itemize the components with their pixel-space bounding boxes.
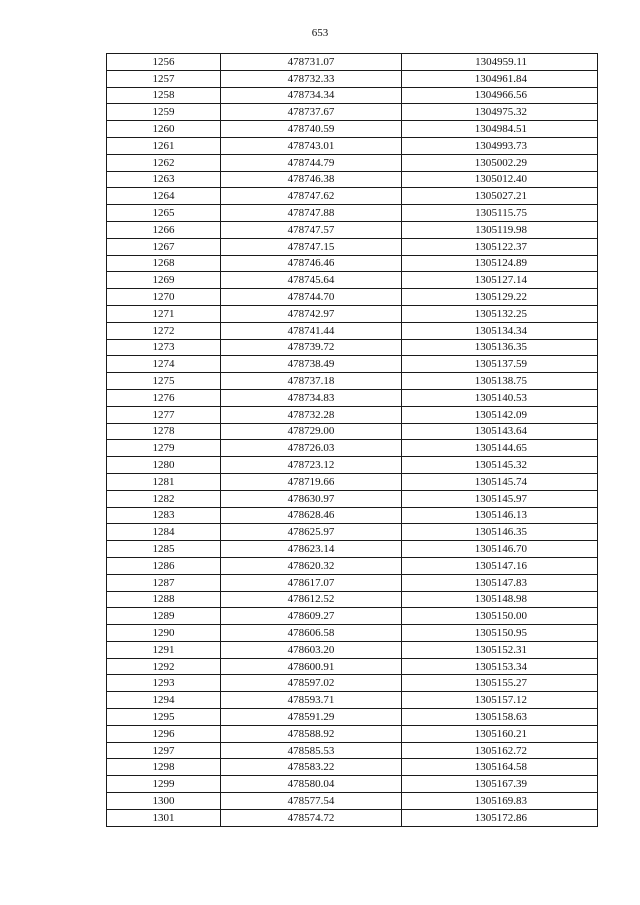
table-row [107,406,598,423]
x-coordinate-cell: 478742.97 [221,305,402,322]
x-coordinate-cell: 478612.52 [221,591,402,608]
x-coordinate-cell: 478726.03 [221,440,402,457]
point-number-cell: 1291 [107,641,221,658]
point-number-cell: 1289 [107,608,221,625]
table-row [107,389,598,406]
point-number-cell: 1281 [107,473,221,490]
y-coordinate-cell: 1305129.22 [402,289,598,306]
table-row [107,137,598,154]
point-number-cell: 1294 [107,692,221,709]
point-number-cell: 1268 [107,255,221,272]
table-row [107,591,598,608]
x-coordinate-cell: 478747.62 [221,188,402,205]
y-coordinate-cell: 1304975.32 [402,104,598,121]
y-coordinate-cell: 1305164.58 [402,759,598,776]
x-coordinate-cell: 478747.88 [221,205,402,222]
y-coordinate-cell: 1305002.29 [402,154,598,171]
y-coordinate-cell: 1305136.35 [402,339,598,356]
point-number-cell: 1292 [107,658,221,675]
x-coordinate-cell: 478744.70 [221,289,402,306]
point-number-cell: 1279 [107,440,221,457]
y-coordinate-cell: 1305027.21 [402,188,598,205]
y-coordinate-cell: 1305138.75 [402,373,598,390]
table-row [107,742,598,759]
table-row [107,121,598,138]
point-number-cell: 1283 [107,507,221,524]
x-coordinate-cell: 478628.46 [221,507,402,524]
table-row [107,641,598,658]
table-row [107,423,598,440]
table-row [107,70,598,87]
point-number-cell: 1262 [107,154,221,171]
y-coordinate-cell: 1305148.98 [402,591,598,608]
table-row [107,154,598,171]
x-coordinate-cell: 478747.57 [221,221,402,238]
point-number-cell: 1286 [107,557,221,574]
y-coordinate-cell: 1305157.12 [402,692,598,709]
table-row [107,238,598,255]
point-number-cell: 1276 [107,389,221,406]
x-coordinate-cell: 478600.91 [221,658,402,675]
point-number-cell: 1272 [107,322,221,339]
point-number-cell: 1293 [107,675,221,692]
y-coordinate-cell: 1305153.34 [402,658,598,675]
table-row [107,776,598,793]
table-row [107,457,598,474]
table-row [107,356,598,373]
x-coordinate-cell: 478591.29 [221,709,402,726]
y-coordinate-cell: 1305132.25 [402,305,598,322]
x-coordinate-cell: 478625.97 [221,524,402,541]
point-number-cell: 1260 [107,121,221,138]
point-number-cell: 1263 [107,171,221,188]
x-coordinate-cell: 478597.02 [221,675,402,692]
point-number-cell: 1257 [107,70,221,87]
point-number-cell: 1269 [107,272,221,289]
x-coordinate-cell: 478746.46 [221,255,402,272]
point-number-cell: 1266 [107,221,221,238]
y-coordinate-cell: 1304959.11 [402,54,598,71]
point-number-cell: 1296 [107,725,221,742]
y-coordinate-cell: 1305146.70 [402,541,598,558]
table-row [107,658,598,675]
y-coordinate-cell: 1305160.21 [402,725,598,742]
point-number-cell: 1282 [107,490,221,507]
point-number-cell: 1280 [107,457,221,474]
point-number-cell: 1277 [107,406,221,423]
x-coordinate-cell: 478746.38 [221,171,402,188]
point-number-cell: 1273 [107,339,221,356]
y-coordinate-cell: 1305144.65 [402,440,598,457]
table-row [107,759,598,776]
point-number-cell: 1264 [107,188,221,205]
point-number-cell: 1278 [107,423,221,440]
x-coordinate-cell: 478747.15 [221,238,402,255]
x-coordinate-cell: 478588.92 [221,725,402,742]
x-coordinate-cell: 478630.97 [221,490,402,507]
x-coordinate-cell: 478593.71 [221,692,402,709]
y-coordinate-cell: 1305167.39 [402,776,598,793]
y-coordinate-cell: 1305134.34 [402,322,598,339]
y-coordinate-cell: 1305147.83 [402,574,598,591]
y-coordinate-cell: 1304984.51 [402,121,598,138]
x-coordinate-cell: 478744.79 [221,154,402,171]
x-coordinate-cell: 478623.14 [221,541,402,558]
point-number-cell: 1275 [107,373,221,390]
y-coordinate-cell: 1305155.27 [402,675,598,692]
point-number-cell: 1290 [107,625,221,642]
page-number: 653 [311,27,329,39]
y-coordinate-cell: 1304993.73 [402,137,598,154]
x-coordinate-cell: 478740.59 [221,121,402,138]
x-coordinate-cell: 478585.53 [221,742,402,759]
table-row [107,339,598,356]
point-number-cell: 1284 [107,524,221,541]
x-coordinate-cell: 478617.07 [221,574,402,591]
y-coordinate-cell: 1304961.84 [402,70,598,87]
table-row [107,793,598,810]
table-row [107,373,598,390]
table-row [107,809,598,826]
point-number-cell: 1298 [107,759,221,776]
y-coordinate-cell: 1305137.59 [402,356,598,373]
y-coordinate-cell: 1305012.40 [402,171,598,188]
x-coordinate-cell: 478731.07 [221,54,402,71]
coordinates-table-body [107,54,598,827]
table-row [107,221,598,238]
point-number-cell: 1295 [107,709,221,726]
point-number-cell: 1258 [107,87,221,104]
x-coordinate-cell: 478738.49 [221,356,402,373]
y-coordinate-cell: 1305152.31 [402,641,598,658]
y-coordinate-cell: 1305169.83 [402,793,598,810]
point-number-cell: 1285 [107,541,221,558]
x-coordinate-cell: 478743.01 [221,137,402,154]
y-coordinate-cell: 1305142.09 [402,406,598,423]
y-coordinate-cell: 1305143.64 [402,423,598,440]
table-row [107,440,598,457]
y-coordinate-cell: 1305124.89 [402,255,598,272]
y-coordinate-cell: 1305140.53 [402,389,598,406]
x-coordinate-cell: 478583.22 [221,759,402,776]
table-row [107,541,598,558]
table-row [107,473,598,490]
y-coordinate-cell: 1305172.86 [402,809,598,826]
x-coordinate-cell: 478609.27 [221,608,402,625]
x-coordinate-cell: 478574.72 [221,809,402,826]
table-row [107,188,598,205]
y-coordinate-cell: 1305146.35 [402,524,598,541]
table-row [107,557,598,574]
point-number-cell: 1270 [107,289,221,306]
x-coordinate-cell: 478723.12 [221,457,402,474]
x-coordinate-cell: 478739.72 [221,339,402,356]
table-row [107,574,598,591]
point-number-cell: 1288 [107,591,221,608]
table-row [107,289,598,306]
x-coordinate-cell: 478741.44 [221,322,402,339]
x-coordinate-cell: 478732.28 [221,406,402,423]
table-row [107,490,598,507]
x-coordinate-cell: 478737.18 [221,373,402,390]
point-number-cell: 1267 [107,238,221,255]
x-coordinate-cell: 478606.58 [221,625,402,642]
x-coordinate-cell: 478737.67 [221,104,402,121]
y-coordinate-cell: 1305127.14 [402,272,598,289]
table-row [107,255,598,272]
y-coordinate-cell: 1304966.56 [402,87,598,104]
x-coordinate-cell: 478745.64 [221,272,402,289]
table-row [107,692,598,709]
y-coordinate-cell: 1305147.16 [402,557,598,574]
y-coordinate-cell: 1305145.97 [402,490,598,507]
table-row [107,675,598,692]
y-coordinate-cell: 1305146.13 [402,507,598,524]
point-number-cell: 1271 [107,305,221,322]
table-row [107,87,598,104]
coordinates-table [106,53,598,827]
point-number-cell: 1297 [107,742,221,759]
x-coordinate-cell: 478603.20 [221,641,402,658]
table-row [107,104,598,121]
y-coordinate-cell: 1305150.00 [402,608,598,625]
table-row [107,272,598,289]
table-row [107,625,598,642]
y-coordinate-cell: 1305150.95 [402,625,598,642]
y-coordinate-cell: 1305145.32 [402,457,598,474]
table-row [107,205,598,222]
point-number-cell: 1256 [107,54,221,71]
table-row [107,608,598,625]
table-row [107,507,598,524]
table-row [107,322,598,339]
table-row [107,54,598,71]
point-number-cell: 1274 [107,356,221,373]
point-number-cell: 1259 [107,104,221,121]
x-coordinate-cell: 478719.66 [221,473,402,490]
y-coordinate-cell: 1305162.72 [402,742,598,759]
point-number-cell: 1265 [107,205,221,222]
table-row [107,709,598,726]
table-row [107,171,598,188]
y-coordinate-cell: 1305122.37 [402,238,598,255]
x-coordinate-cell: 478620.32 [221,557,402,574]
point-number-cell: 1300 [107,793,221,810]
table-row [107,524,598,541]
table-row [107,305,598,322]
x-coordinate-cell: 478734.83 [221,389,402,406]
x-coordinate-cell: 478732.33 [221,70,402,87]
y-coordinate-cell: 1305119.98 [402,221,598,238]
point-number-cell: 1299 [107,776,221,793]
table-row [107,725,598,742]
x-coordinate-cell: 478580.04 [221,776,402,793]
y-coordinate-cell: 1305145.74 [402,473,598,490]
x-coordinate-cell: 478734.34 [221,87,402,104]
y-coordinate-cell: 1305158.63 [402,709,598,726]
x-coordinate-cell: 478577.54 [221,793,402,810]
point-number-cell: 1287 [107,574,221,591]
x-coordinate-cell: 478729.00 [221,423,402,440]
y-coordinate-cell: 1305115.75 [402,205,598,222]
point-number-cell: 1261 [107,137,221,154]
point-number-cell: 1301 [107,809,221,826]
